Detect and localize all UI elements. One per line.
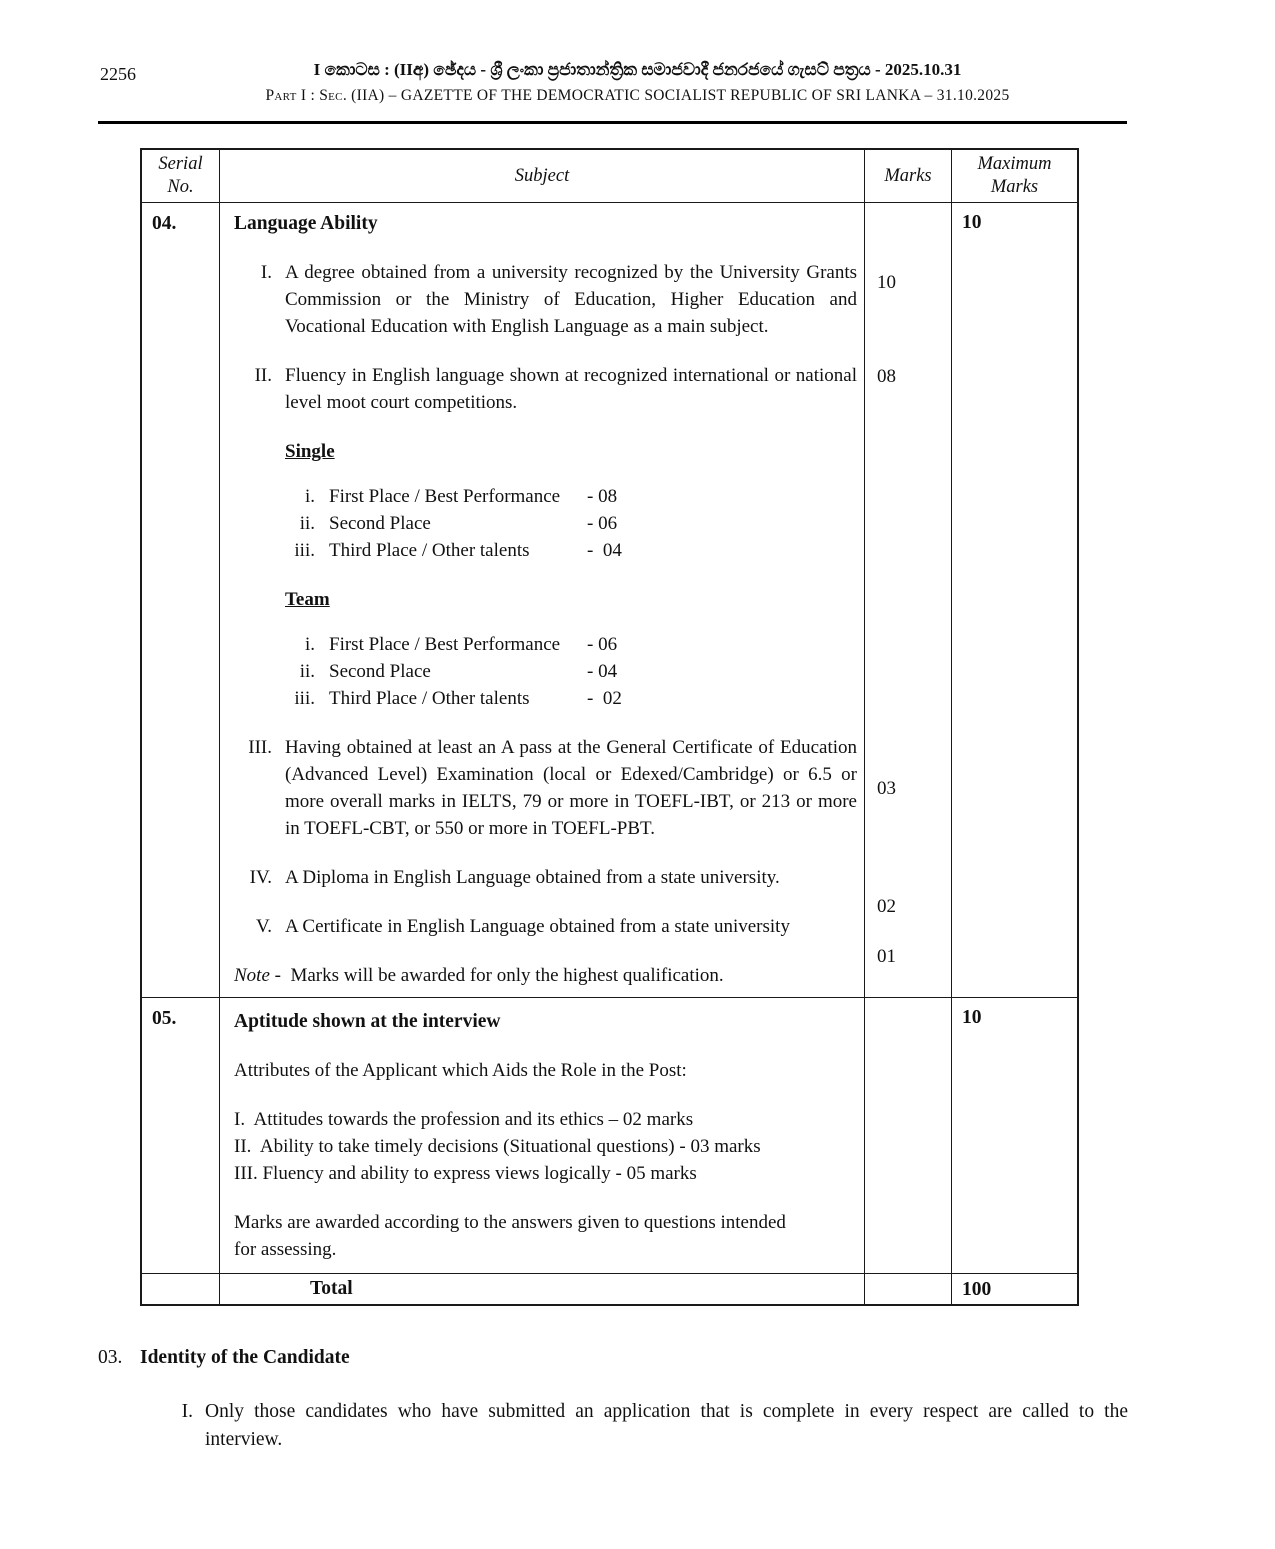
row04-item-2 [220, 362, 864, 416]
row05-points [234, 1106, 864, 1187]
list-item [285, 685, 864, 712]
list-item-value: - 06 [587, 634, 618, 655]
list-item [285, 537, 864, 564]
list-item-value: - 08 [587, 486, 618, 507]
marks-04 [865, 203, 952, 997]
header-subject: Subject [220, 150, 865, 202]
list-item-label: Second Place [329, 661, 431, 682]
table-row-05 [142, 997, 1077, 1273]
total-subject-cell [220, 1274, 865, 1304]
marks-table [140, 148, 1079, 1306]
team-list [285, 631, 864, 712]
item-5-text: A Certificate in English Language obtained from a state university [285, 916, 790, 937]
header-rule [98, 121, 1127, 124]
single-list [285, 483, 864, 564]
identity-item-text [205, 1398, 1128, 1454]
page-number: 2256 [100, 64, 136, 84]
total-marks-cell [865, 1274, 952, 1304]
list-item-value: - 04 [587, 661, 618, 682]
list-item [285, 510, 864, 537]
serial-05: 05. [142, 998, 220, 1273]
list-item-value: - 04 [587, 540, 622, 561]
row05-title: Aptitude shown at the interview [234, 1011, 501, 1032]
item-2-text: Fluency in English language shown at recognized international or national level moot court competitions. [285, 365, 857, 413]
total-value: 100 [962, 1279, 992, 1300]
list-item-label: Third Place / Other talents [329, 540, 530, 561]
gazette-title-sinhala: I කොටස : (IIඅ) ඡේදය - ශ්‍රී ලංකා ප්‍රජාතාන්ත්‍රික සමාජවාදී ජනරජයේ ගැසට් පත්‍රය - 2025.10.31 [313, 60, 962, 79]
table-row-total [142, 1273, 1077, 1304]
list-item-numeral: i. [304, 634, 315, 655]
max-marks-04-value: 10 [962, 212, 982, 233]
subject-05 [220, 998, 865, 1273]
list-item-numeral: iii. [294, 688, 315, 709]
serial-04: 04. [142, 203, 220, 997]
row04-item-3 [220, 734, 864, 842]
header-maximum-marks: Maximum Marks [977, 154, 1052, 197]
item-1-numeral: I. [260, 262, 272, 283]
gazette-header [160, 58, 1115, 107]
row05-outro [234, 1209, 864, 1263]
section-number: 03. [98, 1347, 123, 1368]
row04-title: Language Ability [234, 213, 378, 234]
list-item-numeral: i. [304, 486, 315, 507]
total-label: Total [310, 1278, 353, 1299]
item-1-text: A degree obtained from a university recognized by the University Grants Commission or the Ministry of Education, Higher Education and Vocational Education with English Language as a main subject. [285, 262, 857, 337]
team-heading: Team [285, 589, 330, 610]
single-heading: Single [285, 441, 335, 462]
row04-item-4 [220, 864, 864, 891]
gazette-title-english: Part I : Sec. (IIA) – GAZETTE OF THE DEMOCRATIC SOCIALIST REPUBLIC OF SRI LANKA – 31.10.2025 [265, 87, 1010, 104]
row05-intro: Attributes of the Applicant which Aids the Role in the Post: [234, 1060, 687, 1081]
max-marks-04 [952, 203, 1077, 997]
note-text: - Marks will be awarded for only the highest qualification. [269, 965, 724, 986]
header-serial-no: Serial No. [142, 150, 220, 202]
mark-item-2: 08 [877, 366, 896, 387]
table-row-04 [142, 202, 1077, 997]
total-max-cell [952, 1274, 1077, 1304]
identity-heading [98, 1344, 1128, 1372]
list-item-label: First Place / Best Performance [329, 486, 561, 507]
subject-04 [220, 203, 865, 997]
list-item-label: Second Place [329, 513, 431, 534]
identity-item-line2: interview. [205, 1429, 283, 1450]
max-marks-05-value: 10 [962, 1007, 982, 1028]
list-item [285, 631, 864, 658]
total-serial-cell [142, 1274, 220, 1304]
list-item [285, 658, 864, 685]
marks-05 [865, 998, 952, 1273]
list-item [285, 483, 864, 510]
note-label: Note [234, 965, 270, 986]
row05-outro-line2: for assessing. [234, 1239, 337, 1260]
list-item-value: - 02 [587, 688, 622, 709]
header-marks: Marks [865, 150, 952, 202]
row05-point-1: I. Attitudes towards the profession and its ethics – 02 marks [234, 1109, 694, 1130]
list-item-numeral: ii. [299, 513, 315, 534]
row05-point-3: III. Fluency and ability to express views logically - 05 marks [234, 1163, 697, 1184]
mark-item-5: 01 [877, 946, 896, 967]
mark-item-3: 03 [877, 778, 896, 799]
row04-item-1 [220, 259, 864, 340]
item-3-text: Having obtained at least an A pass at the General Certificate of Education (Advanced Level) Examination (local or Edexed/​Cambridge) or 6.5 or more overall marks in IELTS, 79 or more in TOEFL-IBT, or 213 or more in TOEFL-CBT, or 550 or more in TOEFL-PBT. [285, 737, 857, 839]
row05-point-2: II. Ability to take timely decisions (Situational questions) - 03 marks [234, 1136, 761, 1157]
section-title: Identity of the Candidate [140, 1347, 350, 1368]
identity-item-1 [98, 1398, 1128, 1454]
item-4-text: A Diploma in English Language obtained from a state university. [285, 867, 780, 888]
table-header-row [142, 150, 1077, 202]
identity-item-numeral: I. [181, 1401, 193, 1422]
mark-item-1: 10 [877, 272, 896, 293]
identity-item-line1: Only those candidates who have submitted an application that is complete in every respect are called to the [205, 1401, 1128, 1422]
list-item-numeral: iii. [294, 540, 315, 561]
item-2-numeral: II. [254, 365, 272, 386]
row04-note [234, 962, 864, 989]
row04-item-5 [220, 913, 864, 940]
max-marks-05 [952, 998, 1077, 1273]
mark-item-4: 02 [877, 896, 896, 917]
list-item-label: Third Place / Other talents [329, 688, 530, 709]
item-5-numeral: V. [255, 916, 272, 937]
list-item-label: First Place / Best Performance [329, 634, 561, 655]
list-item-value: - 06 [587, 513, 618, 534]
item-4-numeral: IV. [249, 867, 272, 888]
row05-outro-line1: Marks are awarded according to the answers given to questions intended [234, 1212, 786, 1233]
list-item-numeral: ii. [299, 661, 315, 682]
identity-section [98, 1344, 1128, 1454]
item-3-numeral: III. [248, 737, 272, 758]
